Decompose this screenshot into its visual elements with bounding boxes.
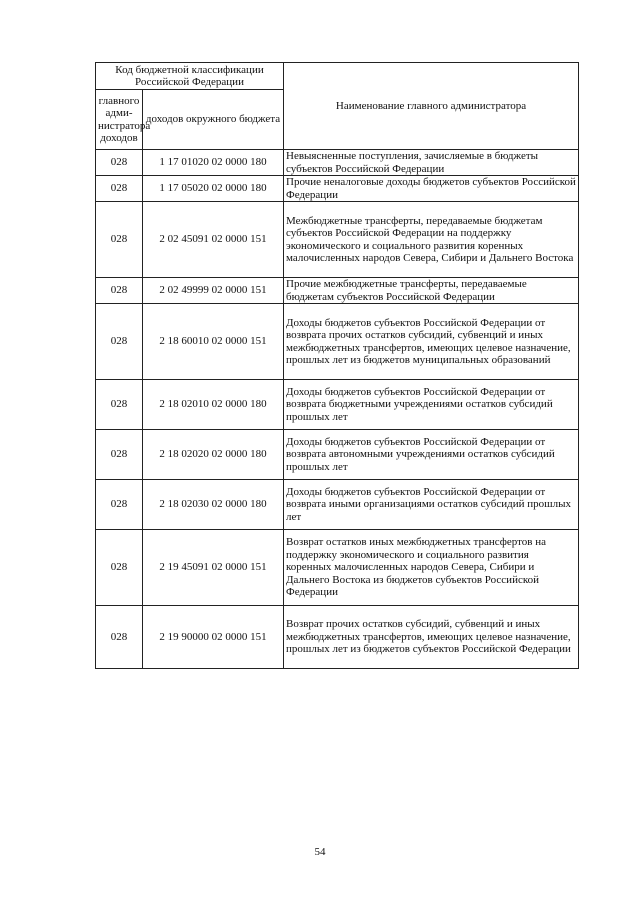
admin-code-cell: 028 — [96, 150, 143, 176]
revenue-code-cell: 2 02 49999 02 0000 151 — [143, 278, 284, 304]
revenue-code-cell: 2 18 02010 02 0000 180 — [143, 380, 284, 430]
revenue-name-cell: Доходы бюджетов субъектов Российской Федерации от возврата прочих остатков субсидий, субвенций и иных межбюджетных трансфертов, имеющих целевое назначение, прошлых лет из бюджетов муниципальных образований — [284, 304, 579, 380]
table-row — [96, 430, 579, 480]
revenue-name-cell: Возврат прочих остатков субсидий, субвенций и иных межбюджетных трансфертов, имеющих целевое назначение, прошлых лет из бюджетов субъектов Российской Федерации — [284, 606, 579, 669]
revenue-code-cell: 2 18 02030 02 0000 180 — [143, 480, 284, 530]
admin-code-cell: 028 — [96, 278, 143, 304]
table-row — [96, 304, 579, 380]
header-administrator-name: Наименование главного администратора — [284, 63, 579, 150]
revenue-name-cell: Возврат остатков иных межбюджетных трансфертов на поддержку экономического и социального развития коренных малочисленных народов Севера, Сибири и Дальнего Востока из бюджетов субъектов Российской Федерации — [284, 530, 579, 606]
revenue-name-cell: Доходы бюджетов субъектов Российской Федерации от возврата иными организациями остатков субсидий прошлых лет — [284, 480, 579, 530]
revenue-name-cell: Невыясненные поступления, зачисляемые в бюджеты субъектов Российской Федерации — [284, 150, 579, 176]
admin-code-cell: 028 — [96, 480, 143, 530]
revenue-name-cell: Межбюджетные трансферты, передаваемые бюджетам субъектов Российской Федерации на поддержку экономического и социального развития коренных малочисленных народов Севера, Сибири и Дальнего Востока — [284, 202, 579, 278]
revenue-code-cell: 2 18 02020 02 0000 180 — [143, 430, 284, 480]
table-row — [96, 150, 579, 176]
revenue-code-cell: 1 17 01020 02 0000 180 — [143, 150, 284, 176]
table-row — [96, 480, 579, 530]
header-group-classification-code: Код бюджетной классификации Российской Федерации — [96, 63, 284, 90]
table-row — [96, 380, 579, 430]
revenue-name-cell: Доходы бюджетов субъектов Российской Федерации от возврата бюджетными учреждениями остатков субсидий прошлых лет — [284, 380, 579, 430]
budget-classification-table — [95, 62, 579, 669]
revenue-code-cell: 1 17 05020 02 0000 180 — [143, 176, 284, 202]
revenue-name-cell: Прочие неналоговые доходы бюджетов субъектов Российской Федерации — [284, 176, 579, 202]
admin-code-cell: 028 — [96, 176, 143, 202]
admin-code-cell: 028 — [96, 380, 143, 430]
header-district-budget-revenue: доходов окружного бюджета — [143, 90, 284, 150]
revenue-code-cell: 2 18 60010 02 0000 151 — [143, 304, 284, 380]
table-row — [96, 176, 579, 202]
admin-code-cell: 028 — [96, 606, 143, 669]
table-row — [96, 606, 579, 669]
table-row — [96, 530, 579, 606]
table-row — [96, 202, 579, 278]
admin-code-cell: 028 — [96, 304, 143, 380]
admin-code-cell: 028 — [96, 202, 143, 278]
revenue-name-cell: Доходы бюджетов субъектов Российской Федерации от возврата автономными учреждениями остатков субсидий прошлых лет — [284, 430, 579, 480]
revenue-name-cell: Прочие межбюджетные трансферты, передаваемые бюджетам субъектов Российской Федерации — [284, 278, 579, 304]
table-row — [96, 278, 579, 304]
admin-code-cell: 028 — [96, 430, 143, 480]
page-number: 54 — [314, 846, 326, 858]
revenue-code-cell: 2 19 90000 02 0000 151 — [143, 606, 284, 669]
revenue-code-cell: 2 19 45091 02 0000 151 — [143, 530, 284, 606]
revenue-code-cell: 2 02 45091 02 0000 151 — [143, 202, 284, 278]
header-main-administrator: главного адми-нистратора доходов — [96, 90, 143, 150]
admin-code-cell: 028 — [96, 530, 143, 606]
